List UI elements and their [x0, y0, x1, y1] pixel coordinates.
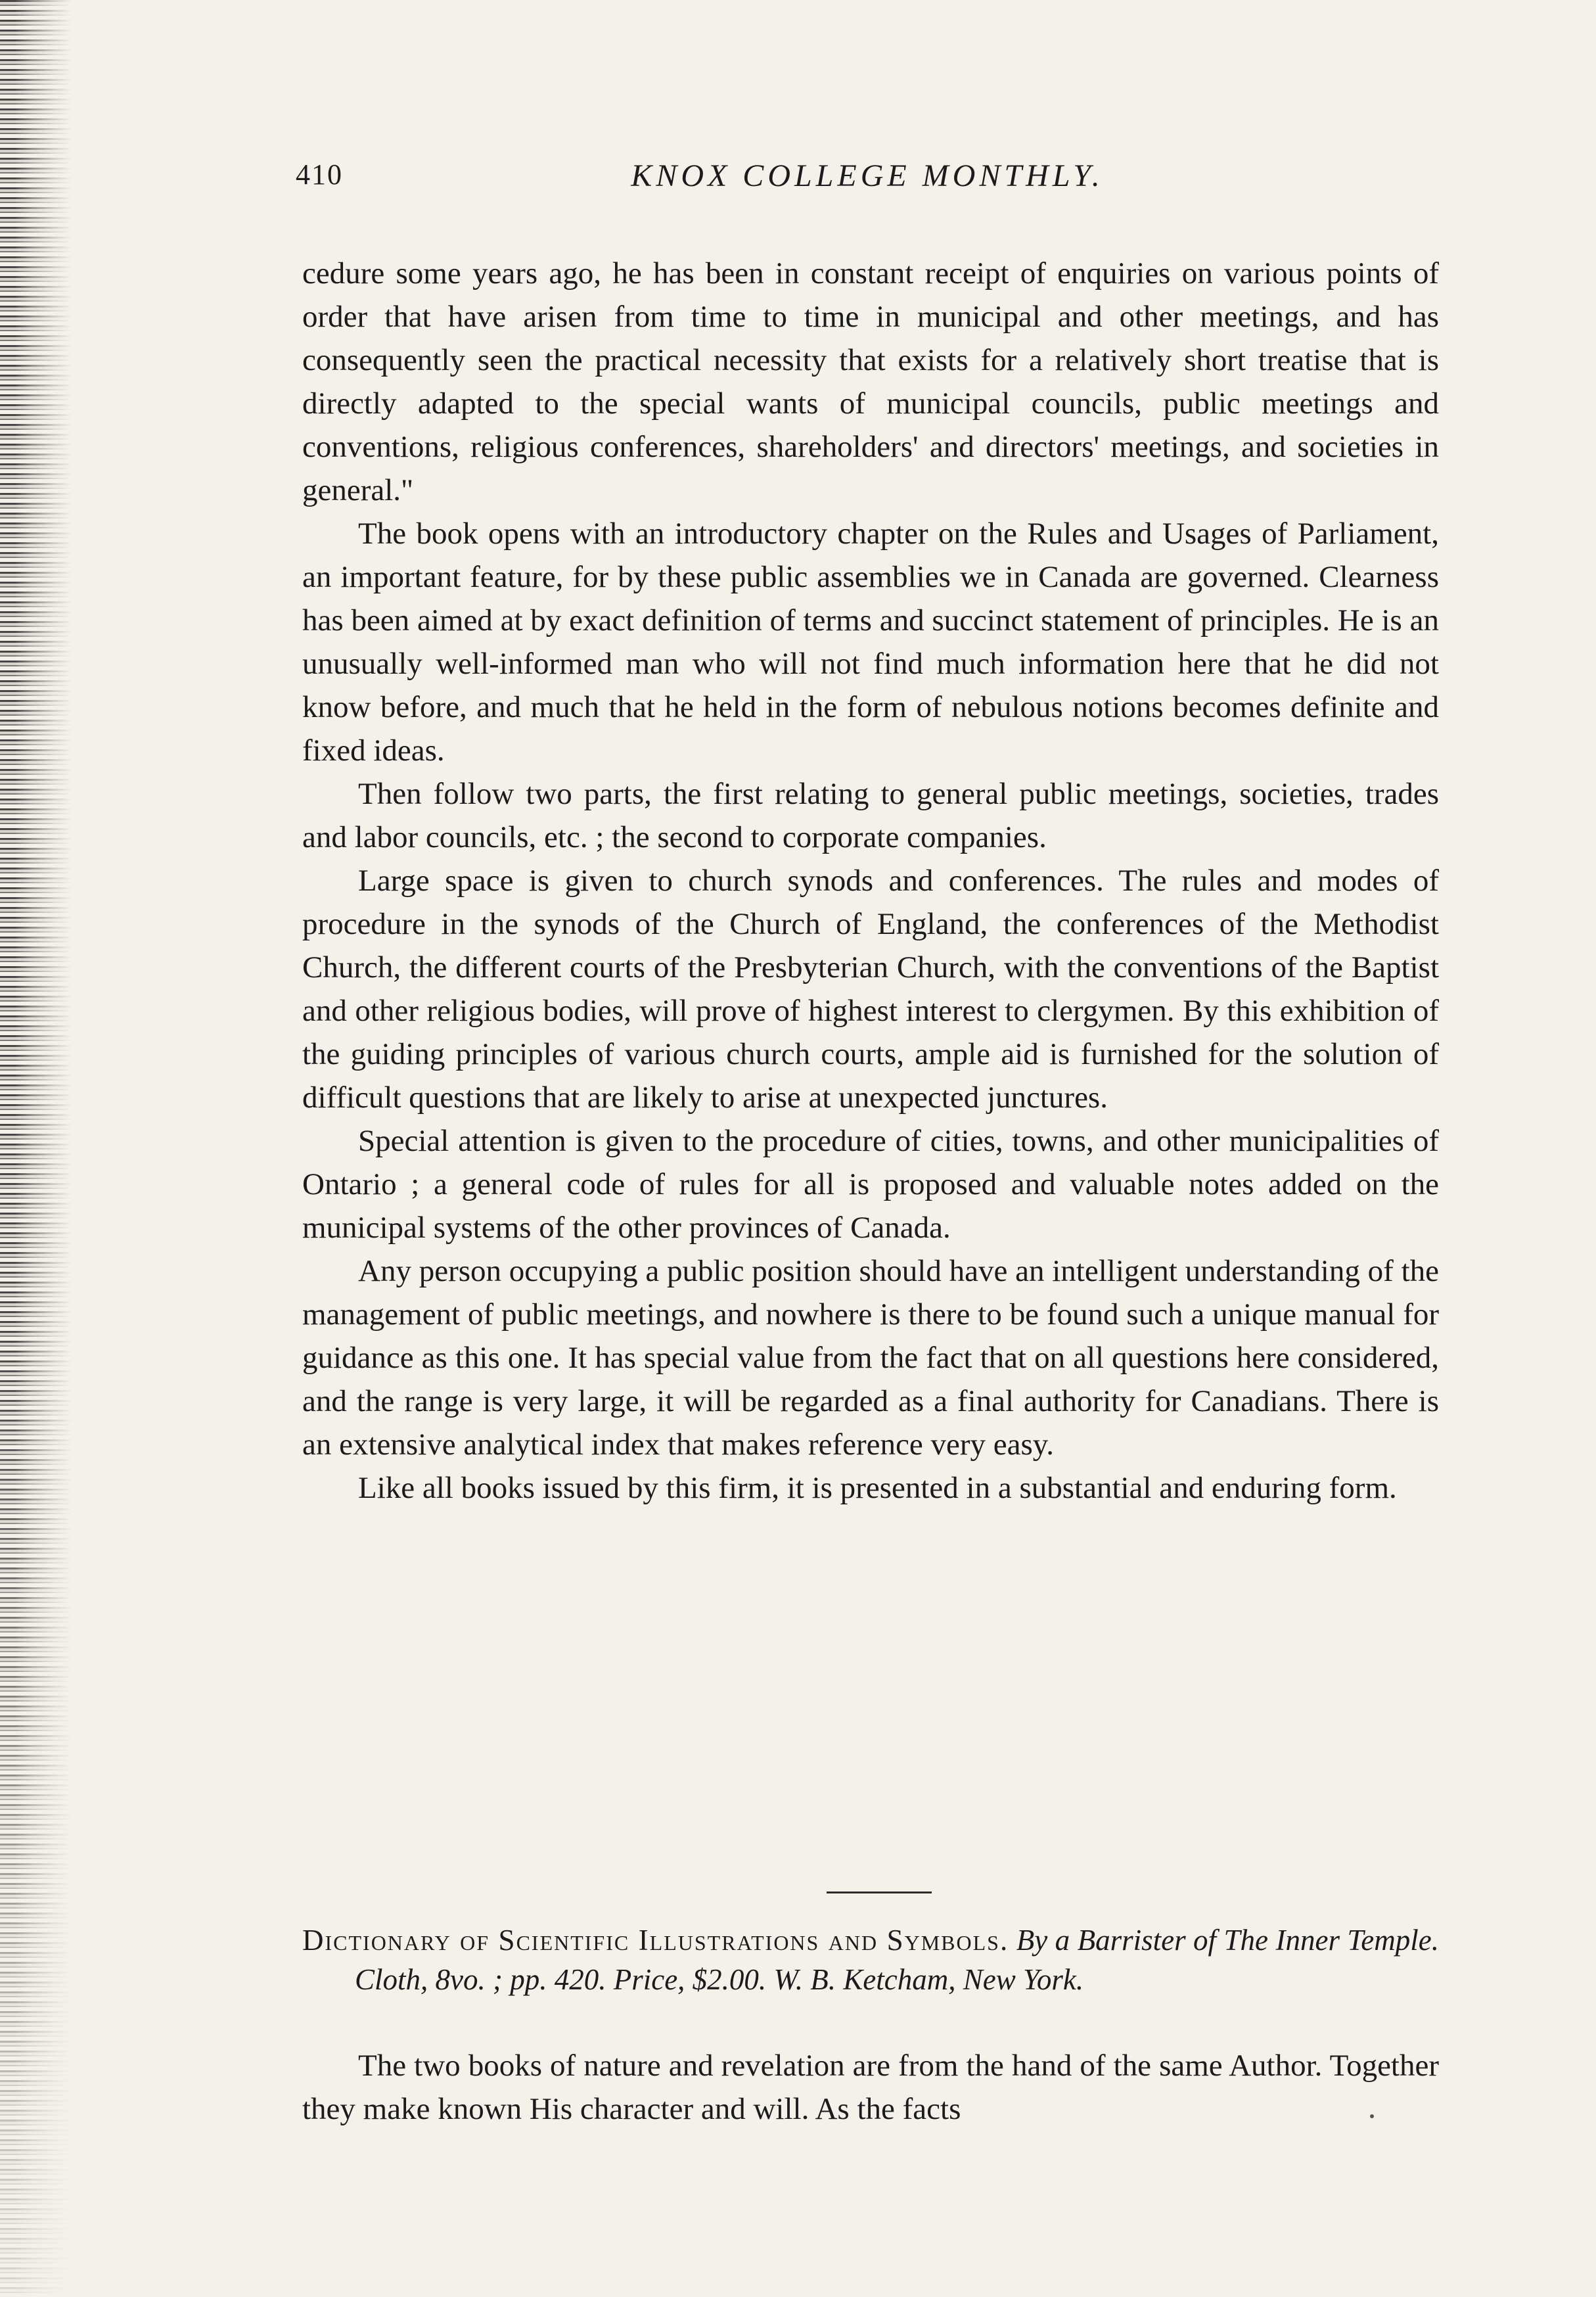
paragraph-continued: cedure some years ago, he has been in constant receipt of enquiries on various points of order that have arisen from time to time in municipal and other meetings, and has consequently seen the practical necessity that exists for a relatively short treatise that is directly adapted to the special wants of municipal councils, public meetings and conventions, religious conferences, shareholders' and directors' meetings, and societies in general." [302, 256, 1439, 507]
book-citation [302, 1920, 1439, 1999]
paragraph: Large space is given to church synods and conferences. The rules and modes of procedure in the synods of the Church of England, the conferences of the Methodist Church, the different courts of the Presbyterian Church, with the conventions of the Baptist and other religious bodies, will prove of highest interest to clergymen. By this exhibition of the guiding principles of various church courts, ample aid is furnished for the solution of difficult questions that are likely to arise at unexpected junctures. [302, 864, 1439, 1115]
binding-fade [0, 1314, 72, 2297]
running-head: KNOX COLLEGE MONTHLY. [631, 158, 1104, 193]
review-body [302, 252, 1439, 1510]
paragraph: Special attention is given to the procedure of cities, towns, and other municipalities of Ontario ; a general code of rules for all is proposed and valuable notes added on the municipal systems of the other provinces of Canada. [302, 1124, 1439, 1245]
book-publisher: W. B. Ketcham, New York. [773, 1963, 1084, 1996]
book-details: Cloth, 8vo. ; pp. 420. [355, 1963, 606, 1996]
review-opening [302, 2044, 1439, 2131]
page-number: 410 [296, 158, 343, 191]
paragraph: The two books of nature and revelation are from the hand of the same Author. Together they make known His character and will. As the facts [302, 2049, 1439, 2126]
section-divider [827, 1891, 932, 1893]
book-title: Dictionary of Scientific Illustrations and Symbols. [302, 1924, 1009, 1957]
paragraph: Like all books issued by this firm, it is presented in a substantial and enduring form. [358, 1471, 1397, 1505]
paragraph: Then follow two parts, the first relating to general public meetings, societies, trades and labor councils, etc. ; the second to corporate companies. [302, 777, 1439, 854]
scan-speck [1370, 2114, 1374, 2118]
paragraph: Any person occupying a public position should have an intelligent understanding of the management of public meetings, and nowhere is there to be found such a unique manual for guidance as this one. It has special value from the fact that on all questions here considered, and the range is very large, it will be regarded as a final authority for Canadians. There is an extensive analytical index that makes reference very easy. [302, 1254, 1439, 1462]
book-price: Price, $2.00. [613, 1963, 767, 1996]
book-author: By a Barrister of The Inner Temple. [1016, 1924, 1440, 1957]
paragraph: The book opens with an introductory chapter on the Rules and Usages of Parliament, an important feature, for by these public assemblies we in Canada are governed. Clearness has been aimed at by exact definition of terms and succinct statement of principles. He is an unusually well-informed man who will not find much information here that he did not know before, and much that he held in the form of nebulous notions becomes definite and fixed ideas. [302, 517, 1439, 768]
page-header [296, 158, 1439, 204]
